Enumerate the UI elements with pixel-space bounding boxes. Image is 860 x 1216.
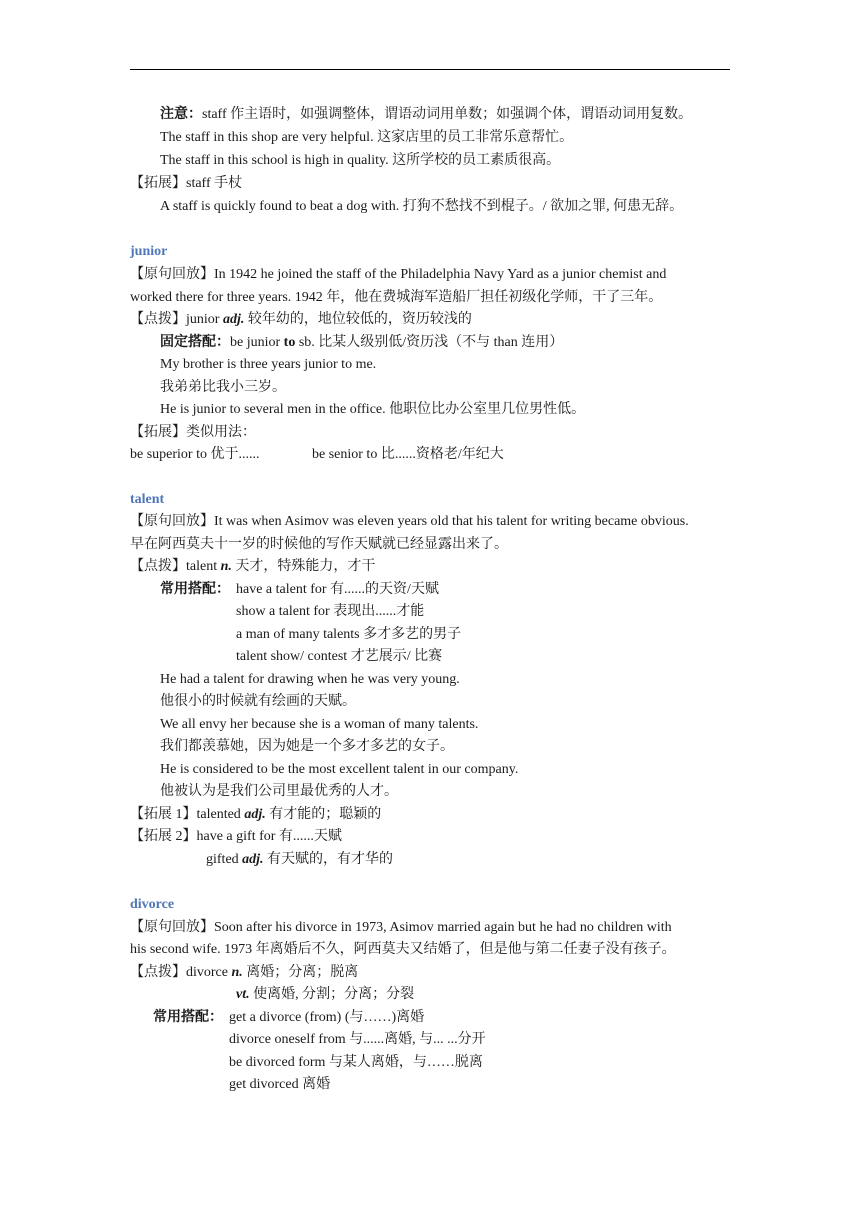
talent-collocation-4: talent show/ contest 才艺展示/ 比赛 — [236, 649, 443, 664]
junior-similar-1: be superior to 优于...... — [130, 447, 260, 462]
note-label: 注意： — [160, 107, 202, 122]
talent-tip: 【点拨】talent n. 天才，特殊能力，才干 — [130, 559, 376, 574]
junior-similar-2: be senior to 比......资格老/年纪大 — [312, 447, 504, 462]
junior-original-line-1: 【原句回放】In 1942 he joined the staff of the Philadelphia Navy Yard as a junior chemist and — [130, 267, 667, 282]
talent-heading: talent — [130, 492, 165, 507]
junior-example-1-cn: 我弟弟比我小三岁。 — [160, 380, 286, 395]
staff-extension: 【拓展】staff 手杖 — [130, 176, 243, 191]
talent-original-line-1: 【原句回放】It was when Asimov was eleven years old that his talent for writing became obvious. — [130, 514, 689, 529]
talent-collocation-1: have a talent for 有......的天资/天赋 — [236, 582, 439, 597]
talent-example-1: He had a talent for drawing when he was very young. — [160, 672, 460, 687]
divorce-collocation-1: get a divorce (from) (与……)离婚 — [229, 1010, 425, 1025]
junior-fixed-collocation: 固定搭配：be junior to sb. 比某人级别低/资历浅（不与 than 连用） — [160, 335, 564, 350]
talent-original-line-2: 早在阿西莫夫十一岁的时候他的写作天赋就已经显露出来了。 — [130, 537, 508, 552]
staff-example-1: The staff in this shop are very helpful. 这家店里的员工非常乐意帮忙。 — [160, 130, 574, 145]
talent-extension-1: 【拓展 1】talented adj. 有才能的；聪颖的 — [130, 807, 382, 822]
divorce-heading: divorce — [130, 897, 175, 912]
divorce-tip: 【点拨】divorce n. 离婚；分离；脱离 — [130, 965, 359, 980]
divorce-collocation-3: be divorced form 与某人离婚，与……脱离 — [229, 1055, 483, 1070]
divorce-collocation-2: divorce oneself from 与......离婚, 与... ...分开 — [229, 1032, 486, 1047]
talent-example-3-cn: 他被认为是我们公司里最优秀的人才。 — [160, 784, 398, 799]
talent-example-2-cn: 我们都羡慕她，因为她是一个多才多艺的女子。 — [160, 739, 454, 754]
junior-heading: junior — [130, 244, 168, 259]
talent-example-2: We all envy her because she is a woman of many talents. — [160, 717, 479, 732]
talent-collocation-3: a man of many talents 多才多艺的男子 — [236, 627, 462, 642]
staff-note: 注意：staff 作主语时，如强调整体，谓语动词用单数；如强调个体，谓语动词用复数。 — [160, 107, 693, 122]
header-rule — [130, 69, 730, 70]
staff-example-2: The staff in this school is high in quality. 这所学校的员工素质很高。 — [160, 153, 561, 168]
talent-extension-2: 【拓展 2】have a gift for 有......天赋 — [130, 829, 342, 844]
talent-extension-2b: gifted adj. 有天赋的，有才华的 — [206, 852, 394, 867]
junior-extension: 【拓展】类似用法： — [130, 425, 256, 440]
talent-example-3: He is considered to be the most excellent talent in our company. — [160, 762, 519, 777]
talent-collocation-2: show a talent for 表现出......才能 — [236, 604, 425, 619]
junior-original-line-2: worked there for three years. 1942 年，他在费城海军造船厂担任初级化学师，干了三年。 — [130, 290, 663, 305]
junior-example-2: He is junior to several men in the office. 他职位比办公室里几位男性低。 — [160, 402, 586, 417]
divorce-original-line-2: his second wife. 1973 年离婚后不久，阿西莫夫又结婚了，但是他与第二任妻子没有孩子。 — [130, 942, 676, 957]
junior-tip: 【点拨】junior adj. 较年幼的，地位较低的，资历较浅的 — [130, 312, 472, 327]
talent-common-label: 常用搭配： — [160, 582, 230, 597]
divorce-common-label: 常用搭配： — [153, 1010, 223, 1025]
staff-extension-example: A staff is quickly found to beat a dog with. 打狗不愁找不到棍子。/ 欲加之罪, 何患无辞。 — [160, 199, 684, 214]
junior-example-1: My brother is three years junior to me. — [160, 357, 377, 372]
divorce-verb-sense: vt. 使离婚, 分割；分离；分裂 — [236, 987, 415, 1002]
divorce-original-line-1: 【原句回放】Soon after his divorce in 1973, Asimov married again but he had no children with — [130, 920, 672, 935]
talent-example-1-cn: 他很小的时候就有绘画的天赋。 — [160, 694, 356, 709]
divorce-collocation-4: get divorced 离婚 — [229, 1077, 331, 1092]
